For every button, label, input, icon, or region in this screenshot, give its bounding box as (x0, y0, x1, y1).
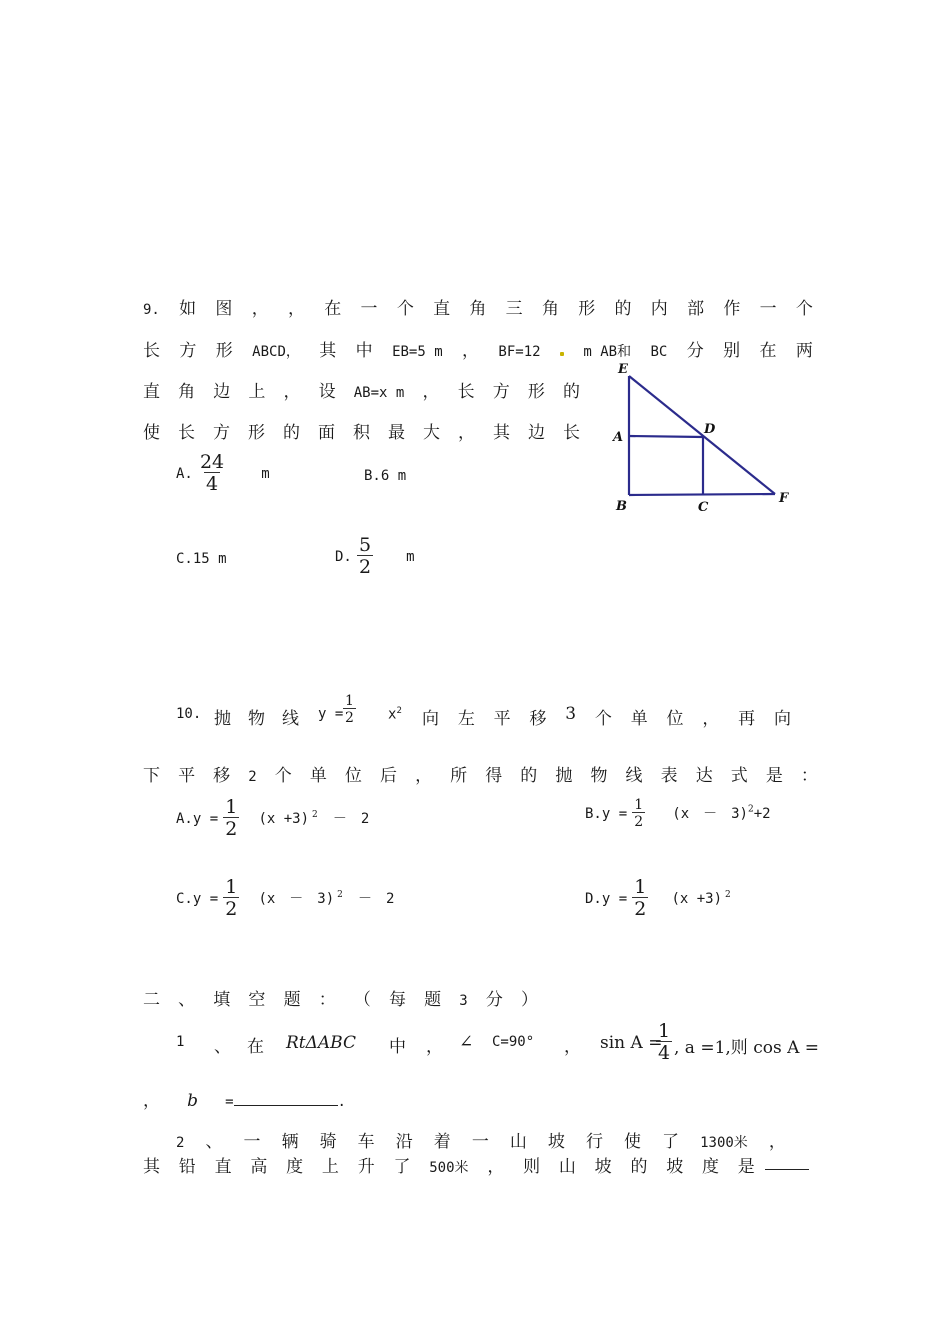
q10-option-c-exp: 2 (337, 889, 343, 900)
q9l3-token: 直 (143, 382, 160, 402)
q9l3-token: 的 (562, 382, 580, 402)
q9l2-token: 形 (215, 341, 233, 361)
q10-option-d-exp: 2 (725, 889, 731, 900)
f2l1-token: 沿 (395, 1132, 413, 1152)
sec2-token: 空 (248, 990, 266, 1010)
f2l2-token: 了 (393, 1157, 411, 1177)
q9-option-a-fraction (198, 453, 226, 494)
q10l2-token: 所 (450, 766, 468, 786)
q9-line1 (143, 294, 813, 319)
label-e: E (618, 362, 628, 377)
q9l1-token: 三 (505, 299, 523, 319)
q9l4-token: 大 (423, 423, 440, 443)
f1-sep: 、 (214, 1037, 231, 1057)
f2l1-token: 2 (176, 1135, 185, 1151)
f2l1-token: 骑 (319, 1132, 337, 1152)
q10l2-token: 是 (765, 766, 783, 786)
f1-c90: C=90° (492, 1034, 535, 1050)
q10-line1-rest (422, 704, 791, 729)
f2l2-token: 直 (214, 1157, 232, 1177)
q9l2-token: 别 (723, 341, 741, 361)
q10-option-c-num: 1 (225, 876, 238, 898)
f1-fraction (656, 1022, 672, 1063)
sec2-token: 分 (485, 990, 503, 1010)
q10-option-d-label: D.y = (585, 891, 628, 907)
q10-option-a-tail: (x +3) (258, 811, 310, 827)
q10-eq-exp: 2 (396, 706, 402, 716)
f2l2-token: 坡 (594, 1157, 612, 1177)
q10-w1: 抛 (214, 709, 231, 729)
f2l1-token: 使 (624, 1132, 641, 1152)
q9l4-token: 长 (563, 423, 580, 443)
q10-option-b-fraction (632, 798, 645, 829)
q9-line2 (143, 336, 813, 361)
q9l1-token: 个 (396, 299, 414, 319)
q10l2-token: 表 (660, 766, 678, 786)
q9-option-a-label: A. (176, 466, 193, 482)
f1-comma: ， (426, 1037, 443, 1057)
q9l4-token: 方 (213, 423, 230, 443)
f1-sin: sin A = (600, 1033, 663, 1053)
q10rest-token: 平 (493, 709, 511, 729)
q10-line1 (176, 693, 791, 738)
q9l2-token: 长 (143, 341, 160, 361)
q10-option-d-tail: (x +3) (671, 891, 723, 907)
q9l1-token: 的 (614, 299, 632, 319)
q10-w2: 物 (248, 709, 265, 729)
q10-option-a-fraction (223, 798, 239, 839)
q9l1-token: 图 (215, 299, 233, 319)
f2-line1 (176, 1127, 786, 1152)
q9l3-token: 形 (527, 382, 545, 402)
q10-option-d-fraction (632, 878, 648, 919)
q10rest-token: 向 (773, 709, 791, 729)
q10rest-token: ， (702, 709, 720, 729)
q9-option-b: B.6 m (364, 468, 407, 484)
sec2-token: （ (353, 990, 371, 1010)
q10-option-c (176, 878, 394, 919)
q10l2-token: 移 (213, 766, 231, 786)
q9l1-token: 如 (179, 299, 197, 319)
label-b: B (616, 499, 627, 514)
sec2-token: 二 (143, 990, 160, 1010)
q9l1-token: 一 (759, 299, 777, 319)
q9l2-token: 其 (319, 341, 337, 361)
q10l2-token: 下 (143, 766, 160, 786)
q9l1-token: 角 (541, 299, 559, 319)
f2l1-token: 坡 (547, 1132, 565, 1152)
label-c: C (698, 500, 709, 515)
q10-option-b-num: 1 (634, 797, 644, 813)
f2l1-token: 行 (585, 1132, 603, 1152)
q10l2-token: 平 (178, 766, 196, 786)
q9-line3 (143, 377, 580, 402)
f2l2-token: 的 (630, 1157, 648, 1177)
q10-option-b-den: 2 (634, 814, 644, 830)
q10rest-token: 左 (457, 709, 475, 729)
q10l2-token: 2 (248, 769, 257, 785)
q9l3-token: 角 (178, 382, 196, 402)
q10-option-d-num: 1 (634, 876, 647, 898)
q9l4-token: 的 (283, 423, 300, 443)
f1-zhong: 中 (389, 1037, 406, 1057)
q10-option-b (585, 798, 771, 829)
f1-answer-blank[interactable] (234, 1091, 338, 1106)
q10l2-token: 物 (590, 766, 608, 786)
q10-option-a-tail2: － 2 (332, 811, 370, 827)
f1-angle: ∠ (459, 1032, 474, 1052)
q9l2-token: m AB和 (583, 344, 632, 360)
f2l2-token: 上 (321, 1157, 339, 1177)
q9l1-token: 一 (360, 299, 378, 319)
q9l2-token: BF=12 (498, 344, 541, 360)
f2l1-token: 着 (433, 1132, 451, 1152)
q10-option-b-label: B.y = (585, 806, 628, 822)
f1-num: 1 (176, 1034, 185, 1050)
q9l3-token: AB=x m (353, 385, 405, 401)
q10-option-d-den: 2 (634, 898, 647, 920)
sec2-token: ： (318, 990, 336, 1010)
f1-comma2: ， (564, 1037, 581, 1057)
f2l2-token: 度 (286, 1157, 304, 1177)
sec2-token: 填 (213, 990, 231, 1010)
sec2-token: 每 (388, 990, 406, 1010)
f2l2-token: 高 (250, 1157, 268, 1177)
q9l3-token: 方 (492, 382, 510, 402)
f1-line2-comma: ， (143, 1091, 160, 1111)
q9l2-token: 中 (355, 341, 373, 361)
f1-zai: 在 (247, 1037, 264, 1057)
f2l1-token: 1300米 (700, 1135, 748, 1151)
f1-triangle: RtΔABC (286, 1033, 357, 1053)
q10-option-c-fraction (223, 878, 239, 919)
q9-figure (600, 360, 800, 520)
q10rest-token: 3 (565, 704, 577, 724)
q9-option-d-unit: m (406, 549, 415, 565)
q9l1-token: 在 (324, 299, 342, 319)
q10-option-a (176, 798, 369, 839)
q9l4-token: 积 (353, 423, 370, 443)
f2l2-token: 度 (702, 1157, 720, 1177)
q9l1-token: 9. (143, 302, 160, 318)
q9l4-token: 其 (493, 423, 510, 443)
q10l2-token: 个 (274, 766, 292, 786)
q10rest-token: 向 (422, 709, 439, 729)
q9l1-token: 个 (795, 299, 813, 319)
q9-option-a (176, 453, 270, 494)
f2l2-token: 500米 (429, 1160, 469, 1176)
q10-eq-frac (343, 694, 356, 725)
q10-eq-y: y = (318, 706, 344, 722)
q10l2-token: 抛 (555, 766, 573, 786)
q9l2-token: BC (650, 344, 668, 360)
f2-line2 (143, 1152, 755, 1177)
q10-option-c-tail: (x － 3) (258, 891, 335, 907)
q9l4-token: 使 (143, 423, 160, 443)
q9-option-d-label: D. (335, 549, 352, 565)
q10-option-a-exp: 2 (312, 809, 318, 820)
q10rest-token: 单 (630, 709, 648, 729)
f2l1-token: 一 (243, 1132, 261, 1152)
f1-rest: , a =1,则 cos A = (674, 1038, 820, 1058)
q10-option-a-label: A.y = (176, 811, 219, 827)
f2l2-token: 铅 (178, 1157, 196, 1177)
line-ad (629, 436, 703, 437)
q10rest-token: 位 (666, 709, 684, 729)
sec2-token: 3 (459, 993, 468, 1009)
f1-frac-den: 4 (658, 1042, 671, 1064)
q10-eq-num: 1 (345, 693, 354, 709)
q9l2-token: 在 (759, 341, 777, 361)
q10-option-a-den: 2 (225, 818, 238, 840)
q9l1-token: 角 (469, 299, 487, 319)
sec2-token: 题 (283, 990, 301, 1010)
q9l4-token: 面 (318, 423, 335, 443)
q10l2-token: 的 (520, 766, 538, 786)
q9l4-token: 最 (388, 423, 405, 443)
q10l2-token: 单 (309, 766, 327, 786)
q10-w3: 线 (282, 709, 299, 729)
q10-option-c-tail2: － 2 (357, 891, 395, 907)
q10l2-token: 线 (625, 766, 643, 786)
q9-option-d-den: 2 (358, 556, 372, 578)
q9l4-token: 形 (248, 423, 265, 443)
q9l3-token: 上 (248, 382, 266, 402)
q9l3-token: 边 (213, 382, 231, 402)
q10l2-token: 式 (730, 766, 748, 786)
f2l2-token: 其 (143, 1157, 160, 1177)
f1-frac-num: 1 (658, 1020, 671, 1042)
q9l1-token: ， (251, 299, 269, 319)
q10l2-token: ， (415, 766, 433, 786)
f2l1-token: 一 (471, 1132, 489, 1152)
label-f: F (779, 491, 789, 506)
q10-line2 (143, 761, 818, 786)
q10rest-token: 个 (594, 709, 612, 729)
q9l3-token: ， (422, 382, 440, 402)
q10-option-c-den: 2 (225, 898, 238, 920)
q9l2-token: 两 (795, 341, 813, 361)
q9-line4 (143, 418, 580, 443)
q10l2-token: ： (800, 766, 818, 786)
q9l1-token: 作 (723, 299, 741, 319)
q9-option-d-fraction (357, 536, 373, 577)
sec2-token: ） (520, 990, 538, 1010)
q10-option-b-tail: (x － 3) (672, 806, 748, 822)
label-a: A (613, 430, 624, 445)
q9l3-token: 设 (318, 382, 336, 402)
f2l1-token: 了 (662, 1132, 680, 1152)
sec2-token: 题 (424, 990, 442, 1010)
q10l2-token: 达 (695, 766, 713, 786)
q9-option-a-den: 4 (206, 473, 219, 495)
q9l4-token: ， (458, 423, 475, 443)
f1-line1 (176, 1020, 820, 1072)
q9-option-a-unit: m (261, 466, 270, 482)
q10-eq-den: 2 (345, 710, 354, 726)
q10l2-token: 得 (485, 766, 503, 786)
f2l2-token: ， (487, 1157, 505, 1177)
q9l3-token: ， (283, 382, 301, 402)
f2l1-token: ， (768, 1132, 786, 1152)
q10rest-token: 再 (738, 709, 756, 729)
q9l1-token: 内 (650, 299, 668, 319)
q9-option-a-num: 24 (199, 451, 225, 473)
f2l2-token: 山 (558, 1157, 576, 1177)
q9l2-token: 方 (179, 341, 197, 361)
q10rest-token: 移 (529, 709, 547, 729)
f1-line2: ， b = . (143, 1091, 346, 1111)
q9l2-token: EB=5 m (392, 344, 443, 360)
q9l1-token: 形 (578, 299, 596, 319)
q10-eq-x-letter: x (388, 706, 397, 723)
q9l2-token: 分 (686, 341, 704, 361)
q9l2-token: ， (462, 341, 480, 361)
f2l1-token: 山 (509, 1132, 527, 1152)
q10l2-token: 位 (344, 766, 362, 786)
f2l1-token: 车 (357, 1132, 375, 1152)
f2l2-token: 坡 (666, 1157, 684, 1177)
q9-option-d-num: 5 (358, 534, 372, 556)
q9-option-d (335, 536, 415, 577)
q9-option-c: C.15 m (176, 551, 227, 567)
q10-option-a-num: 1 (225, 796, 238, 818)
f2l1-token: 辆 (281, 1132, 299, 1152)
q10-number: 10. (176, 706, 202, 722)
q9l4-token: 长 (178, 423, 195, 443)
q9l2-token: ABCD， (252, 344, 300, 360)
q9l1-token: 部 (687, 299, 705, 319)
marker-dot (560, 352, 564, 356)
q9l3-token: 长 (457, 382, 475, 402)
q10l2-token: 后 (379, 766, 397, 786)
q9l4-token: 边 (528, 423, 545, 443)
f2l2-token: 升 (357, 1157, 375, 1177)
sec2-token: 、 (178, 990, 196, 1010)
f2-answer-blank[interactable] (765, 1155, 809, 1170)
q10-option-c-label: C.y = (176, 891, 219, 907)
label-d: D (704, 422, 716, 437)
q10-option-d (585, 878, 731, 919)
q9l1-token: ， (287, 299, 305, 319)
q10-option-b-tail2: +2 (753, 806, 771, 822)
section2-title (143, 985, 538, 1010)
q9l1-token: 直 (433, 299, 451, 319)
f1-eq: = (225, 1094, 234, 1110)
f2l2-token: 是 (737, 1157, 755, 1177)
q10-option-b-exp: 2 (747, 804, 754, 815)
q10-eq-x (388, 706, 402, 723)
f1-b: b (187, 1091, 198, 1111)
f2l2-token: 则 (523, 1157, 541, 1177)
f2l1-token: 、 (205, 1132, 223, 1152)
